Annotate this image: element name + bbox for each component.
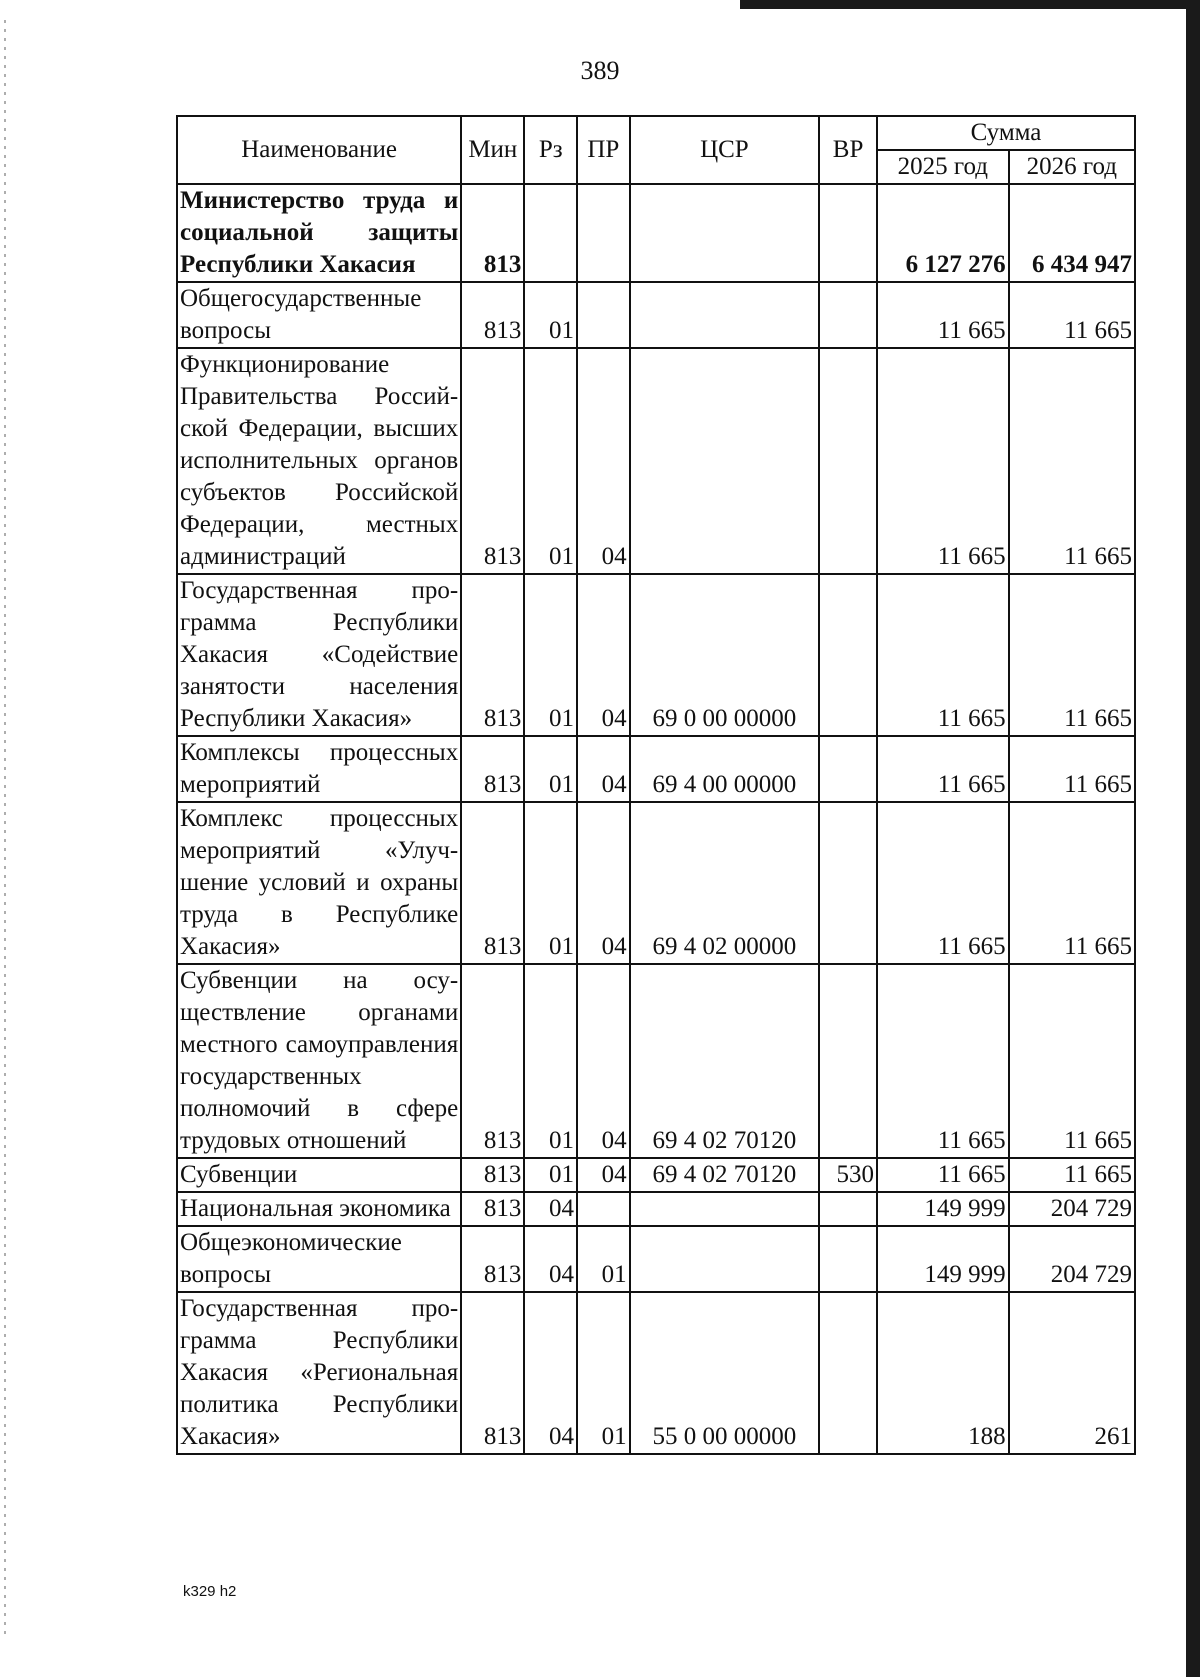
- row-rz: 04: [524, 1226, 577, 1292]
- table-row: [177, 574, 1135, 736]
- header-rz: Рз: [524, 116, 577, 184]
- scan-edge-left: [4, 20, 6, 1640]
- table-row: [177, 1158, 1135, 1192]
- row-min: 813: [461, 1226, 524, 1292]
- row-2026: 11 665: [1009, 574, 1135, 736]
- row-name: Общеэкономические вопросы: [177, 1226, 461, 1292]
- row-rz: 01: [524, 574, 577, 736]
- row-min: 813: [461, 184, 524, 282]
- row-2026: 204 729: [1009, 1226, 1135, 1292]
- row-csr: 69 4 00 00000: [630, 736, 819, 802]
- header-min: Мин: [461, 116, 524, 184]
- table-row: [177, 348, 1135, 574]
- row-pr: [577, 282, 630, 348]
- row-name: Субвенции на осуществление органами местного самоуправления государственных полномочий в сфере трудовых отношений: [177, 964, 461, 1158]
- row-vr: [819, 1292, 877, 1454]
- row-pr: 04: [577, 964, 630, 1158]
- row-csr: [630, 1192, 819, 1226]
- row-2025: 11 665: [877, 348, 1009, 574]
- row-2026: 11 665: [1009, 964, 1135, 1158]
- row-2025: 149 999: [877, 1226, 1009, 1292]
- row-min: 813: [461, 1292, 524, 1454]
- row-name: Национальная экономика: [177, 1192, 461, 1226]
- row-csr: [630, 184, 819, 282]
- budget-table: [176, 115, 1136, 1455]
- row-vr: [819, 964, 877, 1158]
- header-csr: ЦСР: [630, 116, 819, 184]
- row-name: Государственная программа Республики Хакасия «Содействие занятости населения Республики Хакасия»: [177, 574, 461, 736]
- row-2025: 11 665: [877, 964, 1009, 1158]
- row-name: Общегосударственные вопросы: [177, 282, 461, 348]
- row-csr: 55 0 00 00000: [630, 1292, 819, 1454]
- row-pr: 04: [577, 802, 630, 964]
- row-rz: 04: [524, 1192, 577, 1226]
- row-pr: [577, 184, 630, 282]
- row-vr: [819, 736, 877, 802]
- table-row: [177, 282, 1135, 348]
- row-2025: 149 999: [877, 1192, 1009, 1226]
- row-min: 813: [461, 1192, 524, 1226]
- row-2026: 11 665: [1009, 1158, 1135, 1192]
- row-rz: 01: [524, 964, 577, 1158]
- row-vr: [819, 1192, 877, 1226]
- row-vr: [819, 184, 877, 282]
- row-min: 813: [461, 1158, 524, 1192]
- row-pr: 01: [577, 1226, 630, 1292]
- row-min: 813: [461, 964, 524, 1158]
- row-2026: 6 434 947: [1009, 184, 1135, 282]
- row-name: Комплекс процессных мероприятий «Улучшение условий и охраны труда в Республике Хакасия»: [177, 802, 461, 964]
- row-rz: 01: [524, 736, 577, 802]
- row-pr: [577, 1192, 630, 1226]
- table-row: [177, 1226, 1135, 1292]
- row-2025: 11 665: [877, 282, 1009, 348]
- row-name: Министерство труда и социальной защиты Республики Хакасия: [177, 184, 461, 282]
- row-csr: 69 4 02 00000: [630, 802, 819, 964]
- row-2026: 204 729: [1009, 1192, 1135, 1226]
- row-vr: [819, 574, 877, 736]
- row-2026: 11 665: [1009, 348, 1135, 574]
- header-name: Наименование: [177, 116, 461, 184]
- row-name: Государственная программа Республики Хакасия «Региональная политика Республики Хакасия»: [177, 1292, 461, 1454]
- header-pr: ПР: [577, 116, 630, 184]
- header-vr: ВР: [819, 116, 877, 184]
- row-2026: 11 665: [1009, 282, 1135, 348]
- table-row: [177, 736, 1135, 802]
- table-row: [177, 802, 1135, 964]
- table-row: [177, 184, 1135, 282]
- row-pr: 04: [577, 1158, 630, 1192]
- header-sum: Сумма: [877, 116, 1135, 150]
- row-rz: [524, 184, 577, 282]
- row-rz: 01: [524, 348, 577, 574]
- row-csr: 69 4 02 70120: [630, 1158, 819, 1192]
- row-2025: 6 127 276: [877, 184, 1009, 282]
- page-number: 389: [580, 56, 620, 85]
- document-code: k329 h2: [183, 1583, 237, 1600]
- table-row: [177, 964, 1135, 1158]
- scan-edge-top: [740, 0, 1200, 9]
- row-rz: 01: [524, 802, 577, 964]
- row-min: 813: [461, 282, 524, 348]
- row-name: Субвенции: [177, 1158, 461, 1192]
- row-2025: 11 665: [877, 574, 1009, 736]
- row-pr: 01: [577, 1292, 630, 1454]
- row-pr: 04: [577, 736, 630, 802]
- row-rz: 01: [524, 282, 577, 348]
- row-name: Комплексы процессных мероприятий: [177, 736, 461, 802]
- table-row: [177, 1192, 1135, 1226]
- row-min: 813: [461, 574, 524, 736]
- row-csr: 69 4 02 70120: [630, 964, 819, 1158]
- scan-edge-right: [1186, 0, 1200, 1677]
- row-vr: [819, 348, 877, 574]
- row-2025: 11 665: [877, 736, 1009, 802]
- table-row: [177, 1292, 1135, 1454]
- row-csr: [630, 348, 819, 574]
- row-2025: 11 665: [877, 802, 1009, 964]
- row-2025: 188: [877, 1292, 1009, 1454]
- row-pr: 04: [577, 348, 630, 574]
- row-2026: 11 665: [1009, 736, 1135, 802]
- row-csr: [630, 282, 819, 348]
- row-min: 813: [461, 736, 524, 802]
- row-2026: 261: [1009, 1292, 1135, 1454]
- row-2026: 11 665: [1009, 802, 1135, 964]
- row-name: Функционирование Правительства Российской Федерации, высших исполнительных органов субъектов Российской Федерации, местных администраций: [177, 348, 461, 574]
- row-vr: [819, 802, 877, 964]
- row-min: 813: [461, 802, 524, 964]
- row-min: 813: [461, 348, 524, 574]
- row-csr: [630, 1226, 819, 1292]
- row-vr: [819, 1226, 877, 1292]
- row-vr: [819, 282, 877, 348]
- header-2025: 2025 год: [877, 150, 1009, 184]
- row-2025: 11 665: [877, 1158, 1009, 1192]
- row-rz: 04: [524, 1292, 577, 1454]
- row-rz: 01: [524, 1158, 577, 1192]
- row-pr: 04: [577, 574, 630, 736]
- header-2026: 2026 год: [1009, 150, 1135, 184]
- row-csr: 69 0 00 00000: [630, 574, 819, 736]
- row-vr: 530: [819, 1158, 877, 1192]
